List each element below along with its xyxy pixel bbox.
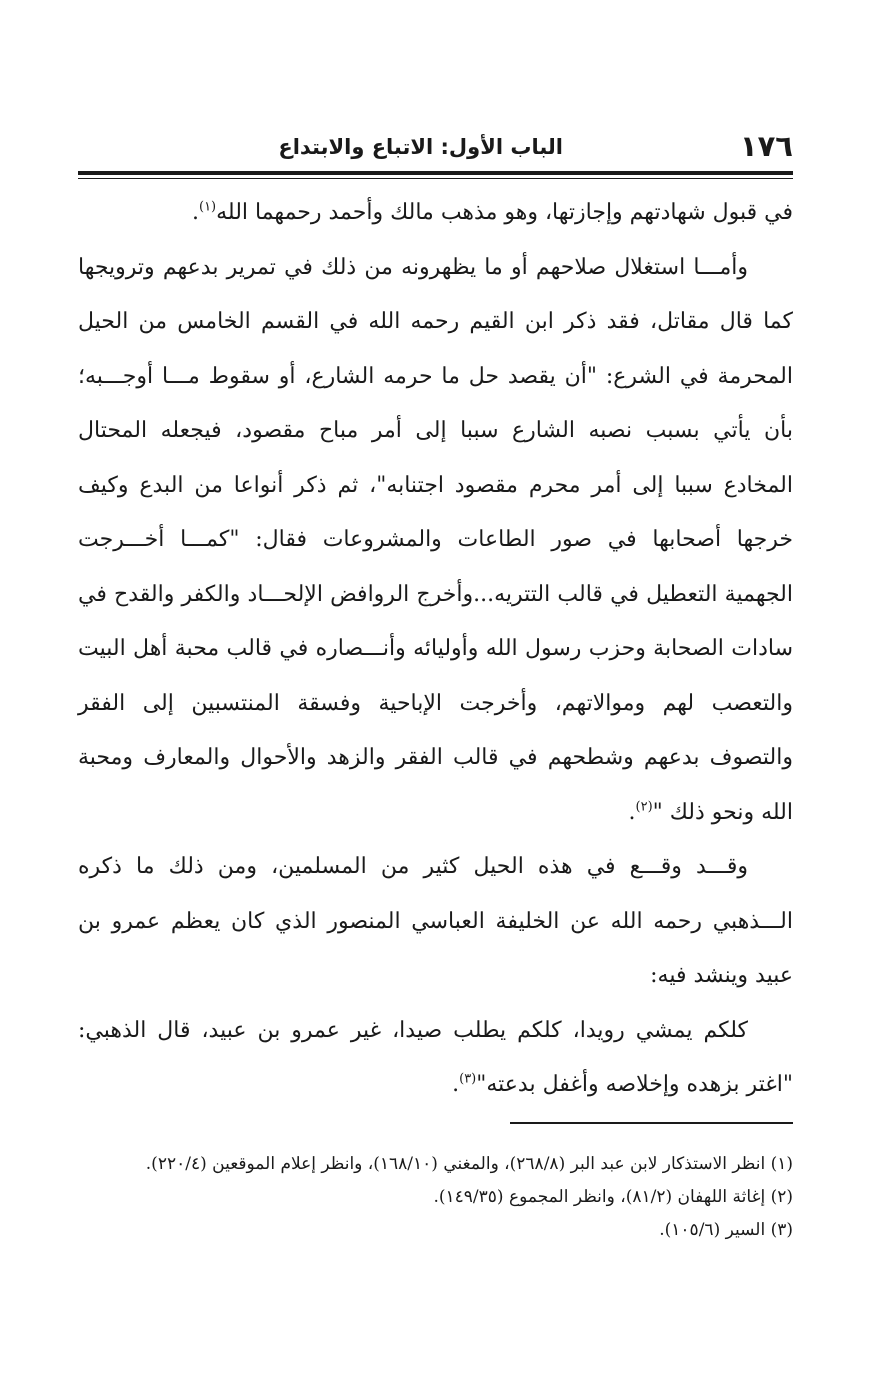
footnote-2: (٢) إغاثة اللهفان (٨١/٢)، وانظر المجموع (١٤٩/٣٥).	[433, 1187, 793, 1207]
page-header	[78, 128, 793, 168]
paragraph-2-text: وأمـــا استغلال صلاحهم أو ما يظهرونه من ذلك في تمرير بدعهم وترويجها كما قال مقاتل، فقد ذكر ابن القيم رحمه الله في القسم الخامس من الحيل المحرمة في الشرع: "أن يقصد حل ما حرمه الشارع، أو سقوط مـــا أوجـــبه؛ بأن يأتي بسبب نصبه الشارع سببا إلى أمر مباح مقصود، فيجعله المحتال المخادع سببا إلى أمر محرم مقصود اجتنابه"، ثم ذكر أنواعا من البدع وكيف خرجها أصحابها في صور الطاعات والمشروعات فقال: "كمـــا أخـــرجت الجهمية التعطيل في قالب التتريه...وأخرج الروافض الإلحـــاد والكفر والقدح في سادات الصحابة وحزب رسول الله وأوليائه وأنـــصاره في قالب محبة أهل البيت والتعصب لهم وموالاتهم، وأخرجت الإباحية وفسقة المنتسبين إلى الفقر والتصوف بدعهم وشطحهم في قالب الفقر والزهد والأحوال والمعارف ومحبة الله ونحو ذلك "	[78, 254, 793, 825]
footnote-separator	[510, 1122, 793, 1124]
paragraph-2-end: .	[628, 799, 636, 825]
paragraph-1-text: في قبول شهادتهم وإجازتها، وهو مذهب مالك وأحمد رحمهما الله	[216, 200, 793, 225]
paragraph-4-text: كلكم يمشي رويدا، كلكم يطلب صيدا، غير عمرو بن عبيد، قال الذهبي: "اغتر بزهده وإخلاصه وأغفل بدعته"	[78, 1017, 793, 1097]
header-rule-thick	[78, 171, 793, 175]
footnote-ref-3: (٣)	[459, 1071, 477, 1087]
footnote-ref-2: (٢)	[635, 799, 653, 815]
chapter-title: الباب الأول: الاتباع والابتداع	[278, 135, 563, 159]
paragraph-4-end: .	[452, 1072, 460, 1097]
paragraph-2	[78, 241, 793, 841]
page-number: ١٧٦	[739, 129, 793, 163]
body-text	[78, 186, 793, 1113]
footnote-3: (٣) السير (١٠٥/٦).	[659, 1220, 793, 1240]
footnote-1: (١) انظر الاستذكار لابن عبد البر (٢٦٨/٨)، والمغني (١٦٨/١٠)، وانظر إعلام الموقعين (٢٢٠/٤).	[145, 1154, 793, 1174]
footnote-ref-1: (١)	[198, 199, 217, 215]
header-rule-thin	[78, 178, 793, 179]
paragraph-1-end: .	[191, 200, 199, 225]
paragraph-1	[78, 186, 793, 241]
footnotes	[78, 1148, 793, 1247]
paragraph-3: وقـــد وقـــع في هذه الحيل كثير من المسلمين، ومن ذلك ما ذكره الـــذهبي رحمه الله عن الخليفة العباسي المنصور الذي كان يعظم عمرو بن عبيد وينشد فيه:	[78, 854, 793, 988]
paragraph-4	[78, 1004, 793, 1113]
